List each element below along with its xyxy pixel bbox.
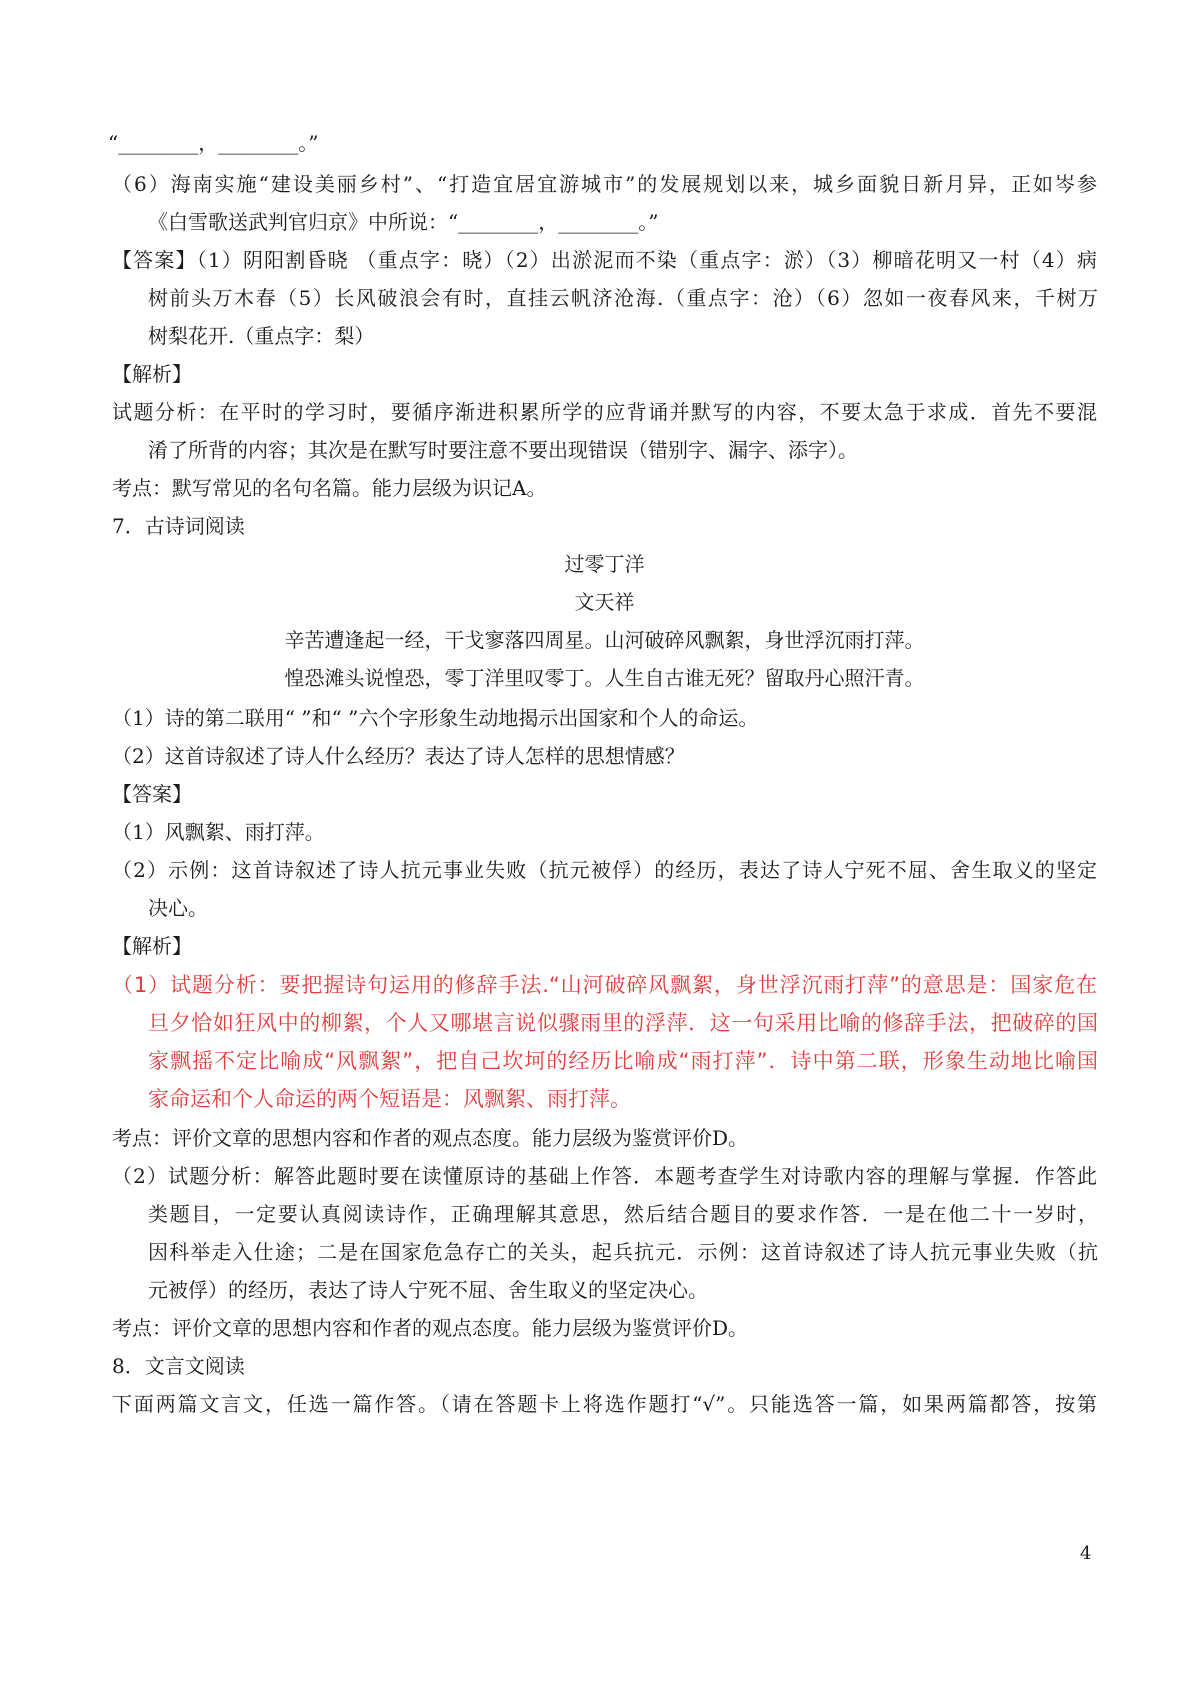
text-line: 试题分析：在平时的学习时，要循序渐进积累所学的应背诵并默写的内容，不要太急于求成．首先不要混 xyxy=(112,400,1097,424)
text-line: 下面两篇文言文，任选一篇作答。（请在答题卡上将选作题打“√”。只能选答一篇，如果两篇都答，按第 xyxy=(112,1392,1097,1416)
text-line: 类题目，一定要认真阅读诗作，正确理解其意思，然后结合题目的要求作答．一是在他二十一岁时， xyxy=(148,1202,1098,1226)
section-heading: 【解析】 xyxy=(112,934,192,958)
text-line: 《白雪歌送武判官归京》中所说：“________，________。” xyxy=(148,210,659,234)
text-line: 树前头万木春（5）长风破浪会有时，直挂云帆济沧海.（重点字：沧）（6）忽如一夜春风来，千树万 xyxy=(148,286,1098,310)
text-line: （1）风飘絮、雨打萍。 xyxy=(112,820,325,844)
text-line: 决心。 xyxy=(148,896,208,920)
text-line: 【答案】（1）阴阳割昏晓 （重点字：晓）（2）出淤泥而不染（重点字：淤）（3）柳暗花明又一村（4）病 xyxy=(112,248,1097,272)
poem-author: 文天祥 xyxy=(574,590,635,614)
highlighted-line: 旦夕恰如狂风中的柳絮，个人又哪堪言说似骤雨里的浮萍．这一句采用比喻的修辞手法，把破碎的国 xyxy=(148,1011,1098,1035)
text-line: 淆了所背的内容；其次是在默写时要注意不要出现错误（错别字、漏字、添字）。 xyxy=(148,438,858,462)
poem-line: 惶恐滩头说惶恐，零丁洋里叹零丁。人生自古谁无死？留取丹心照汗青。 xyxy=(284,666,925,690)
question-heading: 7．古诗词阅读 xyxy=(112,514,245,538)
section-heading: 【解析】 xyxy=(112,362,192,386)
poem-line: 辛苦遭逢起一经，干戈寥落四周星。山河破碎风飘絮，身世浮沉雨打萍。 xyxy=(284,628,925,652)
poem-title: 过零丁洋 xyxy=(564,552,645,576)
text-line: （2）试题分析：解答此题时要在读懂原诗的基础上作答．本题考查学生对诗歌内容的理解与掌握．作答此 xyxy=(112,1164,1097,1188)
text-line: （1）诗的第二联用“ ”和“ ”六个字形象生动地揭示出国家和个人的命运。 xyxy=(112,706,759,730)
text-line: “________，________。” xyxy=(108,131,319,155)
text-line: （2）示例：这首诗叙述了诗人抗元事业失败（抗元被俘）的经历，表达了诗人宁死不屈、舍生取义的坚定 xyxy=(112,858,1097,882)
highlighted-line: 家飘摇不定比喻成“风飘絮”，把自己坎坷的经历比喻成“雨打萍”．诗中第二联，形象生动地比喻国 xyxy=(148,1049,1098,1073)
question-heading: 8．文言文阅读 xyxy=(112,1354,245,1378)
section-heading: 【答案】 xyxy=(112,782,192,806)
page-number: 4 xyxy=(1080,1543,1092,1564)
text-line: 因科举走入仕途；二是在国家危急存亡的关头，起兵抗元．示例：这首诗叙述了诗人抗元事业失败（抗 xyxy=(148,1240,1098,1264)
text-line: 考点：评价文章的思想内容和作者的观点态度。能力层级为鉴赏评价D。 xyxy=(112,1126,749,1150)
text-line: 元被俘）的经历，表达了诗人宁死不屈、舍生取义的坚定决心。 xyxy=(148,1278,708,1302)
text-line: 考点：默写常见的名句名篇。能力层级为识记A。 xyxy=(112,476,547,500)
highlighted-line: （1）试题分析：要把握诗句运用的修辞手法.“山河破碎风飘絮，身世浮沉雨打萍”的意思是：国家危在 xyxy=(112,973,1097,997)
text-line: 树梨花开.（重点字：梨） xyxy=(148,324,375,348)
text-line: 考点：评价文章的思想内容和作者的观点态度。能力层级为鉴赏评价D。 xyxy=(112,1316,749,1340)
highlighted-line: 家命运和个人命运的两个短语是：风飘絮、雨打萍。 xyxy=(148,1087,631,1111)
text-line: （6）海南实施“建设美丽乡村”、“打造宜居宜游城市”的发展规划以来，城乡面貌日新月异，正如岑参 xyxy=(112,172,1097,196)
text-line: （2）这首诗叙述了诗人什么经历？表达了诗人怎样的思想情感？ xyxy=(112,744,685,768)
